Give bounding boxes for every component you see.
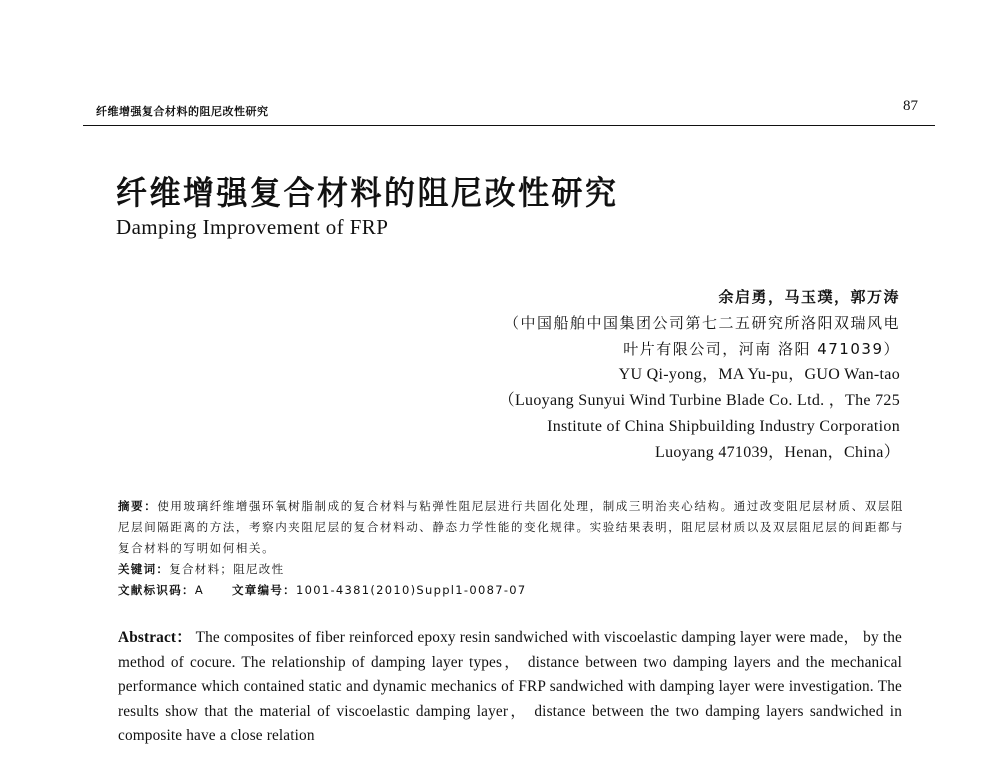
document-meta-line: [118, 580, 908, 601]
abstract-en-section: [118, 626, 902, 749]
affiliation-en-line-3: Luoyang 471039，Henan，China）: [655, 444, 900, 461]
header-rule: [83, 125, 935, 126]
abstract-cn-paragraph: [118, 496, 908, 559]
affiliation-en-line-2: Institute of China Shipbuilding Industry Corporation: [547, 418, 900, 435]
keywords-line: [118, 559, 908, 580]
article-number-label: 文章编号：: [231, 583, 296, 597]
abstract-en-text: The composites of fiber reinforced epoxy resin sandwiched with viscoelastic damping layer were made， by the method of cocure. The relationship of damping layer types， distance between two damping layers and the mechanical performance which contained static and dynamic mechanics of FRP sandwiched with damping layer were investigation. The results show that the material of viscoelastic damping layer， distance between the two damping layers sandwiched in composite have a close relation: [118, 629, 902, 744]
abstract-cn-label: 摘要：: [118, 499, 158, 513]
paper-title-cn: 纤维增强复合材料的阻尼改性研究: [116, 174, 619, 213]
affiliation-cn-line-1: （中国船舶中国集团公司第七二五研究所洛阳双瑞风电: [503, 314, 900, 332]
page-number: 87: [903, 98, 918, 114]
author-affiliation-block: [499, 284, 900, 466]
affiliation-en-line-1: （Luoyang Sunyui Wind Turbine Blade Co. Ltd. ，The 725: [498, 392, 900, 409]
doc-code-value: A: [194, 583, 204, 597]
paper-title-en: Damping Improvement of FRP: [116, 215, 389, 239]
abstract-cn-section: [118, 496, 908, 601]
article-number-value: 1001-4381(2010)Suppl1-0087-07: [295, 583, 527, 597]
authors-en: YU Qi-yong，MA Yu-pu，GUO Wan-tao: [618, 366, 900, 383]
keywords-text: 复合材料；阻尼改性: [169, 562, 285, 576]
affiliation-cn-line-2: 叶片有限公司，河南 洛阳 471039）: [623, 340, 900, 358]
doc-code-label: 文献标识码：: [118, 583, 195, 597]
authors-cn: 余启勇，马玉璞，郭万涛: [718, 288, 900, 306]
running-header-title: 纤维增强复合材料的阻尼改性研究: [96, 105, 269, 118]
abstract-en-label: Abstract：: [118, 629, 192, 646]
abstract-cn-text: 使用玻璃纤维增强环氧树脂制成的复合材料与粘弹性阻尼层进行共固化处理，制成三明治夹心结构。通过改变阻尼层材质、双层阻尼层间隔距离的方法，考察内夹阻尼层的复合材料动、静态力学性能的变化规律。实验结果表明，阻尼层材质以及双层阻尼层的间距都与复合材料的写明如何相关。: [118, 499, 905, 555]
keywords-label: 关键词：: [118, 562, 170, 576]
